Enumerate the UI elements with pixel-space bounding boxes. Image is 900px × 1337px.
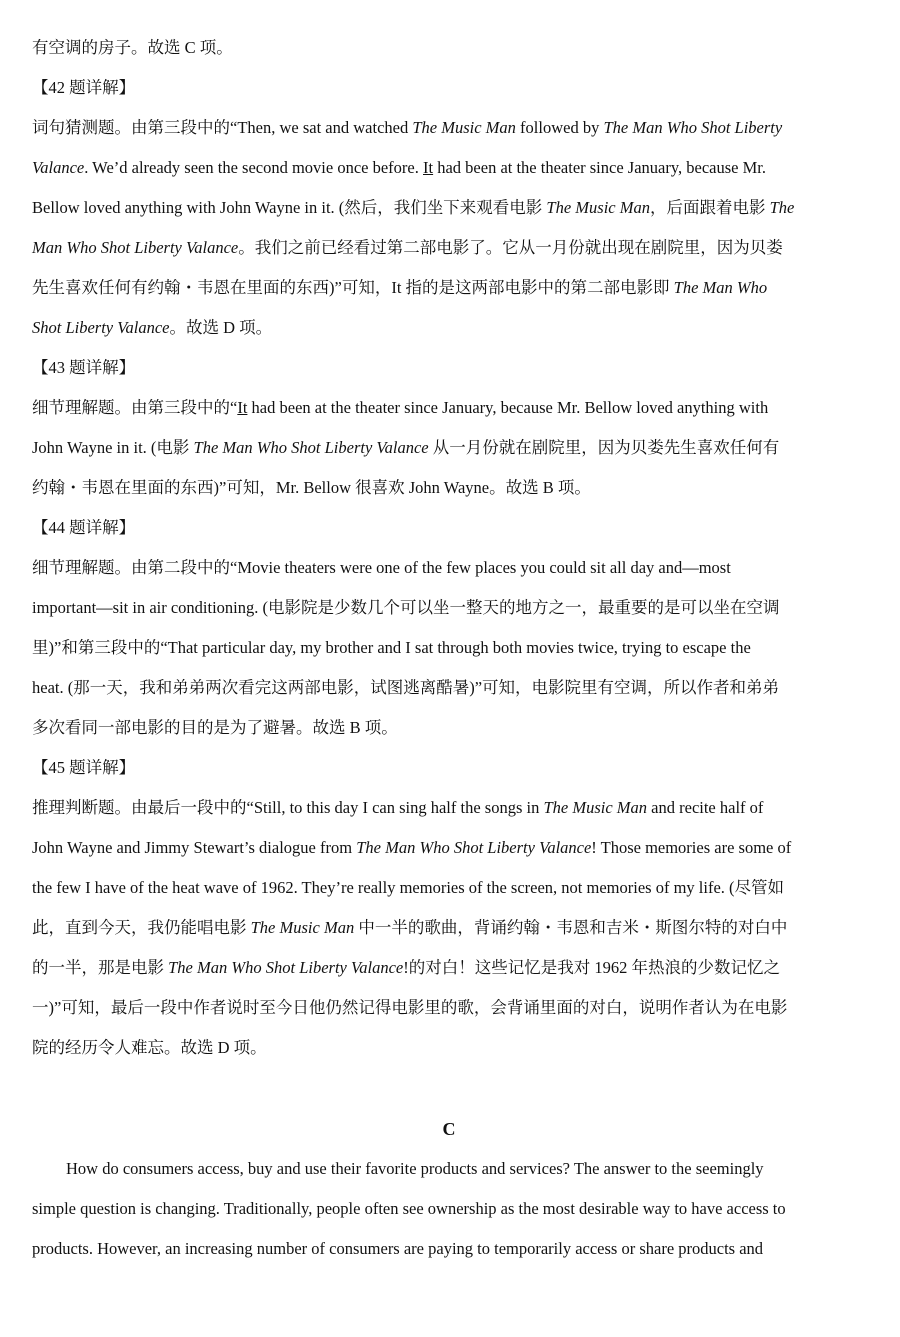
question-44-heading: 【44 题详解】 <box>32 518 136 537</box>
text-line: 此，直到今天，我仍能唱电影 The Music Man 中一半的歌曲，背诵约翰・韦恩和吉米・斯图尔特的对白中 <box>32 918 788 937</box>
text-line: 细节理解题。由第三段中的“It had been at the theater since January, because Mr. Bellow loved anything with <box>32 398 769 417</box>
text-line: simple question is changing. Traditionally, people often see ownership as the most desirable way to have access to <box>32 1199 786 1218</box>
text-line: Valance. We’d already seen the second movie once before. It had been at the theater since January, because Mr. <box>32 158 767 177</box>
text-line: 词句猜测题。由第三段中的“Then, we sat and watched The Music Man followed by The Man Who Shot Liberty <box>32 118 783 137</box>
text-line: heat. (那一天，我和弟弟两次看完这两部电影，试图逃离酷暑)”可知，电影院里有空调，所以作者和弟弟 <box>32 678 780 697</box>
text-line: John Wayne and Jimmy Stewart’s dialogue from The Man Who Shot Liberty Valance! Those memories are some of <box>32 838 792 857</box>
text-line: the few I have of the heat wave of 1962. They’re really memories of the screen, not memories of my life. (尽管如 <box>32 878 785 897</box>
text-line: Shot Liberty Valance。故选 D 项。 <box>32 318 273 337</box>
text-line: 一)”可知，最后一段中作者说时至今日他仍然记得电影里的歌，会背诵里面的对白，说明作者认为在电影 <box>32 998 788 1017</box>
text-line: Bellow loved anything with John Wayne in it. (然后，我们坐下来观看电影 The Music Man，后面跟着电影 The <box>32 198 795 217</box>
question-43-heading: 【43 题详解】 <box>32 358 136 377</box>
text-line: 的一半，那是电影 The Man Who Shot Liberty Valance!的对白！这些记忆是我对 1962 年热浪的少数记忆之 <box>32 958 780 977</box>
text-line: 有空调的房子。故选 C 项。 <box>32 38 233 57</box>
text-line: 院的经历令人难忘。故选 D 项。 <box>32 1038 267 1057</box>
text-line: John Wayne in it. (电影 The Man Who Shot Liberty Valance 从一月份就在剧院里，因为贝娄先生喜欢任何有 <box>32 438 780 457</box>
text-line: 细节理解题。由第二段中的“Movie theaters were one of the few places you could sit all day and—most <box>32 558 731 577</box>
text-line: 里)”和第三段中的“That particular day, my brother and I sat through both movies twice, trying to escape the <box>32 638 751 657</box>
text-line: Man Who Shot Liberty Valance。我们之前已经看过第二部电影了。它从一月份就出现在剧院里，因为贝娄 <box>32 238 783 257</box>
question-42-heading: 【42 题详解】 <box>32 78 136 97</box>
text-line: 推理判断题。由最后一段中的“Still, to this day I can sing half the songs in The Music Man and recite half of <box>32 798 764 817</box>
text-line: important—sit in air conditioning. (电影院是少数几个可以坐一整天的地方之一，最重要的是可以坐在空调 <box>32 598 780 617</box>
question-45-heading: 【45 题详解】 <box>32 758 136 777</box>
text-line: products. However, an increasing number of consumers are paying to temporarily access or share products and <box>32 1239 764 1258</box>
text-line: 先生喜欢任何有约翰・韦恩在里面的东西)”可知，It 指的是这两部电影中的第二部电影即 The Man Who <box>32 278 768 297</box>
text-line: How do consumers access, buy and use their favorite products and services? The answer to the seemingly <box>66 1159 764 1178</box>
text-line: 约翰・韦恩在里面的东西)”可知，Mr. Bellow 很喜欢 John Wayne。故选 B 项。 <box>32 478 591 497</box>
text-line: 多次看同一部电影的目的是为了避暑。故选 B 项。 <box>32 718 398 737</box>
section-c-title: C <box>442 1119 456 1139</box>
